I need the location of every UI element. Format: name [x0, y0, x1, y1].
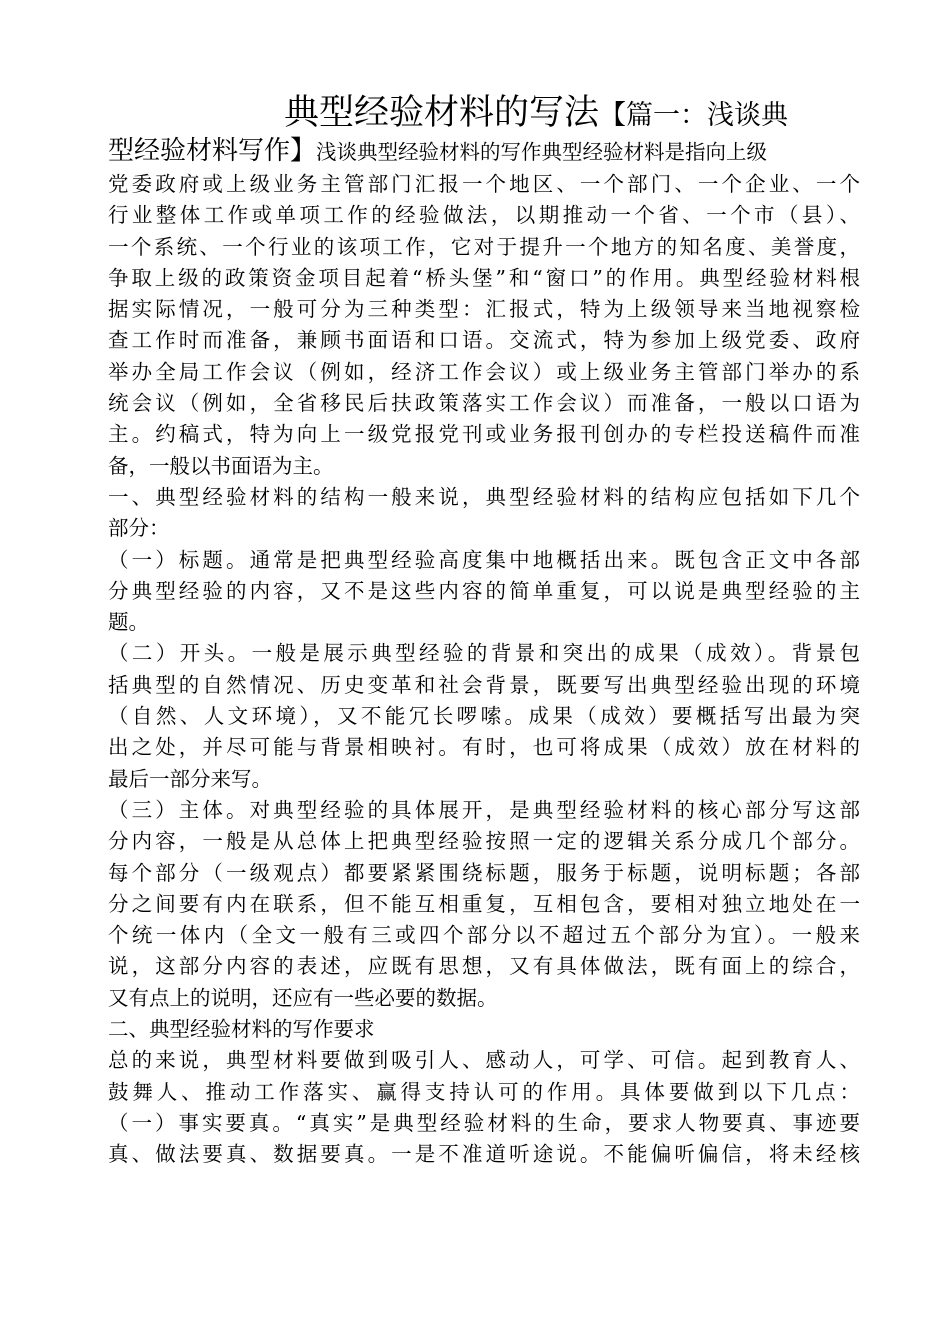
title-main: 典型经验材料的写法 [284, 93, 600, 133]
text-line: 总的来说，典型材料要做到吸引人、感动人，可学、可信。起到教育人、 [108, 1048, 860, 1073]
text-line: 分内容，一般是从总体上把典型经验按照一定的逻辑关系分成几个部分。 [108, 829, 860, 854]
text-line: 查工作时而准备，兼顾书面语和口语。交流式，特为参加上级党委、政府 [108, 328, 860, 353]
text-line: 分典型经验的内容，又不是这些内容的简单重复，可以说是典型经验的主 [108, 578, 860, 603]
text-line: 出之处，并尽可能与背景相映衬。有时，也可将成果（成效）放在材料的 [108, 735, 860, 760]
text-line: （一）事实要真。“真实”是典型经验材料的生命，要求人物要真、事迹要 [108, 1110, 860, 1135]
paragraph-line [108, 136, 860, 169]
text-line: 据实际情况，一般可分为三种类型：汇报式，特为上级领导来当地视察检 [108, 297, 860, 322]
text-line: 题。 [108, 610, 149, 635]
text-line: 最后一部分来写。 [108, 766, 272, 791]
document-title [108, 90, 860, 136]
text-line: 争取上级的政策资金项目起着“桥头堡”和“窗口”的作用。典型经验材料根 [108, 265, 860, 290]
text-line: 鼓舞人、推动工作落实、赢得支持认可的作用。具体要做到以下几点： [108, 1079, 860, 1104]
text-line: 行业整体工作或单项工作的经验做法，以期推动一个省、一个市（县）、 [108, 203, 860, 228]
text-line: （二）开头。一般是展示典型经验的背景和突出的成果（成效）。背景包 [108, 641, 860, 666]
text-line: 括典型的自然情况、历史变革和社会背景，既要写出典型经验出现的环境 [108, 672, 860, 697]
text-line: 一、典型经验材料的结构一般来说，典型经验材料的结构应包括如下几个 [108, 484, 860, 509]
text-line: 说，这部分内容的表述，应既有思想，又有具体做法，既有面上的综合， [108, 954, 860, 979]
text-line: 每个部分（一级观点）都要紧紧围绕标题，服务于标题，说明标题；各部 [108, 860, 860, 885]
text-line: 浅谈典型经验材料的写作典型经验材料是指向上级 [316, 140, 768, 164]
text-line: 部分： [108, 516, 170, 541]
text-line: 真、做法要真、数据要真。一是不准道听途说。不能偏听偏信，将未经核 [108, 1142, 860, 1167]
text-line: 主。约稿式，特为向上一级党报党刊或业务报刊创办的专栏投送稿件而准 [108, 422, 860, 447]
text-line: 一个系统、一个行业的该项工作，它对于提升一个地方的知名度、美誉度， [108, 234, 860, 259]
text-line: 党委政府或上级业务主管部门汇报一个地区、一个部门、一个企业、一个 [108, 172, 860, 196]
text-line: （自然、人文环境），又不能冗长啰嗦。成果（成效）要概括写出最为突 [108, 704, 860, 729]
text-line: 分之间要有内在联系，但不能互相重复，互相包含，要相对独立地处在一 [108, 891, 860, 916]
title-sub: 【篇一：浅谈典 [599, 100, 789, 131]
document-body [108, 90, 860, 1171]
text-line: 个统一体内（全文一般有三或四个部分以不超过五个部分为宜）。一般来 [108, 923, 860, 948]
text-line: 备，一般以书面语为主。 [108, 453, 334, 478]
text-lines [108, 169, 860, 1171]
title-continuation: 型经验材料写作】 [108, 136, 317, 166]
text-line: 二、典型经验材料的写作要求 [108, 1017, 375, 1042]
text-line: （三）主体。对典型经验的具体展开，是典型经验材料的核心部分写这部 [108, 797, 860, 822]
text-line: 又有点上的说明，还应有一些必要的数据。 [108, 985, 498, 1010]
text-line: 统会议（例如，全省移民后扶政策落实工作会议）而准备，一般以口语为 [108, 391, 860, 416]
text-line: 举办全局工作会议（例如，经济工作会议）或上级业务主管部门举办的系 [108, 359, 860, 384]
text-line: （一）标题。通常是把典型经验高度集中地概括出来。既包含正文中各部 [108, 547, 860, 572]
